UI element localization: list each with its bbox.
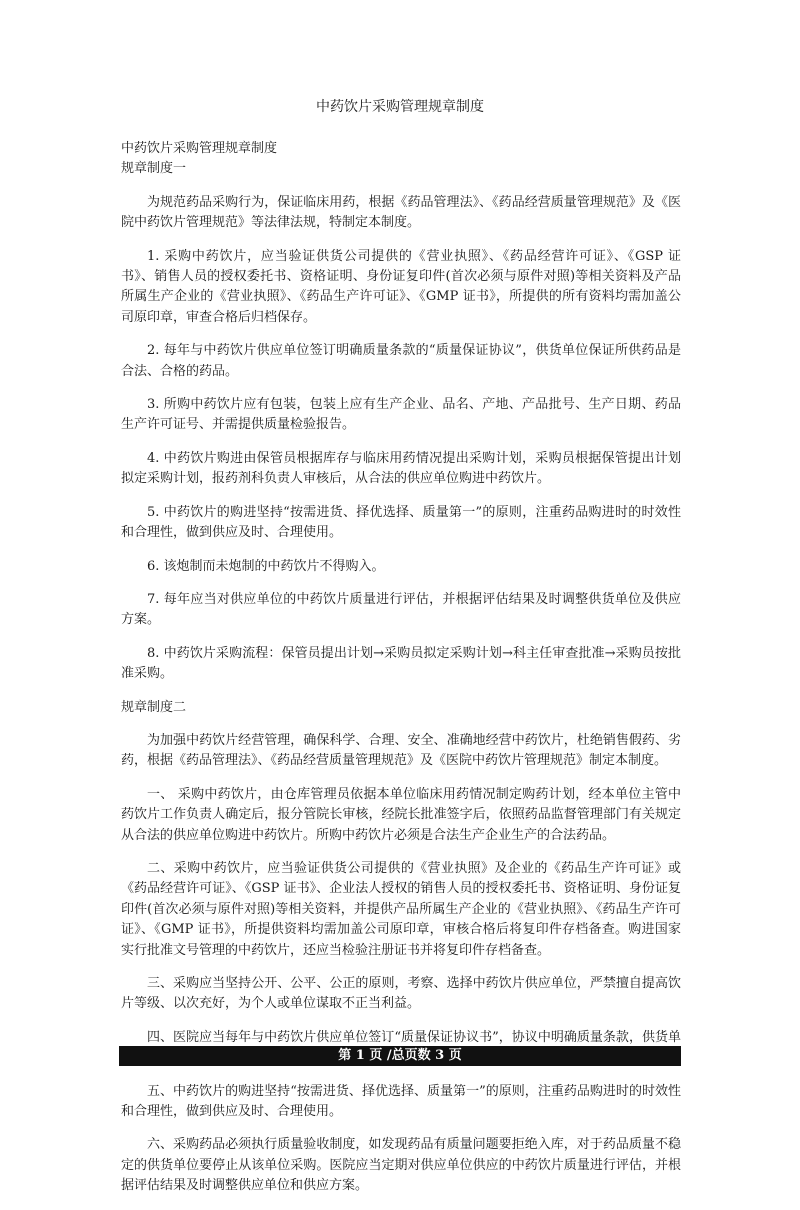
section-2-title: 规章制度二 (121, 699, 187, 715)
section-1-title: 规章制度一 (121, 161, 187, 177)
section-1-paragraph: 1. 采购中药饮片，应当验证供货公司提供的《营业执照》、《药品经营许可证》、《GSP 证书》、销售人员的授权委托书、资格证明、身份证复印件(首次必须与原件对照)等相关资料及产品所属生产企业的《营业执照》、《药品生产许可证》、《GMP 证书》，所提供的所有资料均需加盖公司原印章，审查合格后归档保存。 (121, 248, 681, 325)
section-1-paragraph: 7. 每年应当对供应单位的中药饮片质量进行评估，并根据评估结果及时调整供货单位及供应方案。 (121, 591, 681, 628)
section-2-paragraph: 三、采购应当坚持公开、公平、公正的原则，考察、选择中药饮片供应单位，严禁擅自提高饮片等级、以次充好，为个人或单位谋取不正当利益。 (121, 976, 681, 1012)
section-1-paragraph: 2. 每年与中药饮片供应单位签订明确质量条款的“质量保证协议”，供货单位保证所供药品是合法、合格的药品。 (121, 343, 681, 379)
page-number-label: 第 1 页 /总页数 3 页 (338, 1048, 462, 1063)
section-2-paragraph: 为加强中药饮片经营管理，确保科学、合理、安全、准确地经营中药饮片，杜绝销售假药、劣药，根据《药品管理法》、《药品经营质量管理规范》及《医院中药饮片管理规范》制定本制度。 (121, 732, 681, 769)
document-heading: 中药饮片采购管理规章制度 (121, 141, 278, 156)
section-1-paragraph: 为规范药品采购行为，保证临床用药，根据《药品管理法》、《药品经营质量管理规范》及《医院中药饮片管理规范》等法律法规，特制定本制度。 (121, 194, 681, 231)
section-2-paragraph: 五、中药饮片的购进坚持“按需进货、择优选择、质量第一”的原则，注重药品购进时的时效性和合理性，做到供应及时、合理使用。 (121, 1083, 681, 1120)
page-footer (119, 1046, 681, 1066)
section-1-paragraph: 3. 所购中药饮片应有包装，包装上应有生产企业、品名、产地、产品批号、生产日期、药品生产许可证号、并需提供质量检验报告。 (121, 397, 681, 433)
section-2-paragraph: 四、医院应当每年与中药饮片供应单位签订“质量保证协议书”，协议中明确质量条款，供货单 (147, 1029, 681, 1045)
section-1-paragraph: 8. 中药饮片采购流程：保管员提出计划→采购员拟定采购计划→科主任审查批准→采购员按批准采购。 (121, 645, 681, 682)
document-title: 中药饮片采购管理规章制度 (316, 99, 484, 115)
section-1-paragraph: 4. 中药饮片购进由保管员根据库存与临床用药情况提出采购计划，采购员根据保管提出计划拟定采购计划，报药剂科负责人审核后，从合法的供应单位购进中药饮片。 (121, 450, 681, 487)
section-2-paragraph: 一、 采购中药饮片，由仓库管理员依据本单位临床用药情况制定购药计划，经本单位主管中药饮片工作负责人确定后，报分管院长审核，经院长批准签字后，依照药品监督管理部门有关规定从合法的供应单位购进中药饮片。所购中药饮片必须是合法生产企业生产的合法药品。 (121, 786, 681, 843)
section-1-paragraph: 5. 中药饮片的购进坚持“按需进货、择优选择、质量第一”的原则，注重药品购进时的时效性和合理性，做到供应及时、合理使用。 (121, 504, 681, 541)
section-2-paragraph: 六、采购药品必须执行质量验收制度，如发现药品有质量问题要拒绝入库，对于药品质量不稳定的供货单位要停止从该单位采购。医院应当定期对供应单位供应的中药饮片质量进行评估，并根据评估结果及时调整供应单位和供应方案。 (121, 1137, 681, 1194)
section-2-paragraph: 二、采购中药饮片，应当验证供货公司提供的《营业执照》及企业的《药品生产许可证》或《药品经营许可证》、《GSP 证书》、企业法人授权的销售人员的授权委托书、资格证明、身份证复印件(首次必须与原件对照)等相关资料，并提供产品所属生产企业的《营业执照》、《药品生产许可证》、《GMP 证书》，所提供资料均需加盖公司原印章，审核合格后将复印件存档备查。购进国家实行批准文号管理的中药饮片，还应当检验注册证书并将复印件存档备查。 (121, 860, 681, 958)
section-1-paragraph: 6. 该炮制而未炮制的中药饮片不得购入。 (147, 558, 385, 574)
